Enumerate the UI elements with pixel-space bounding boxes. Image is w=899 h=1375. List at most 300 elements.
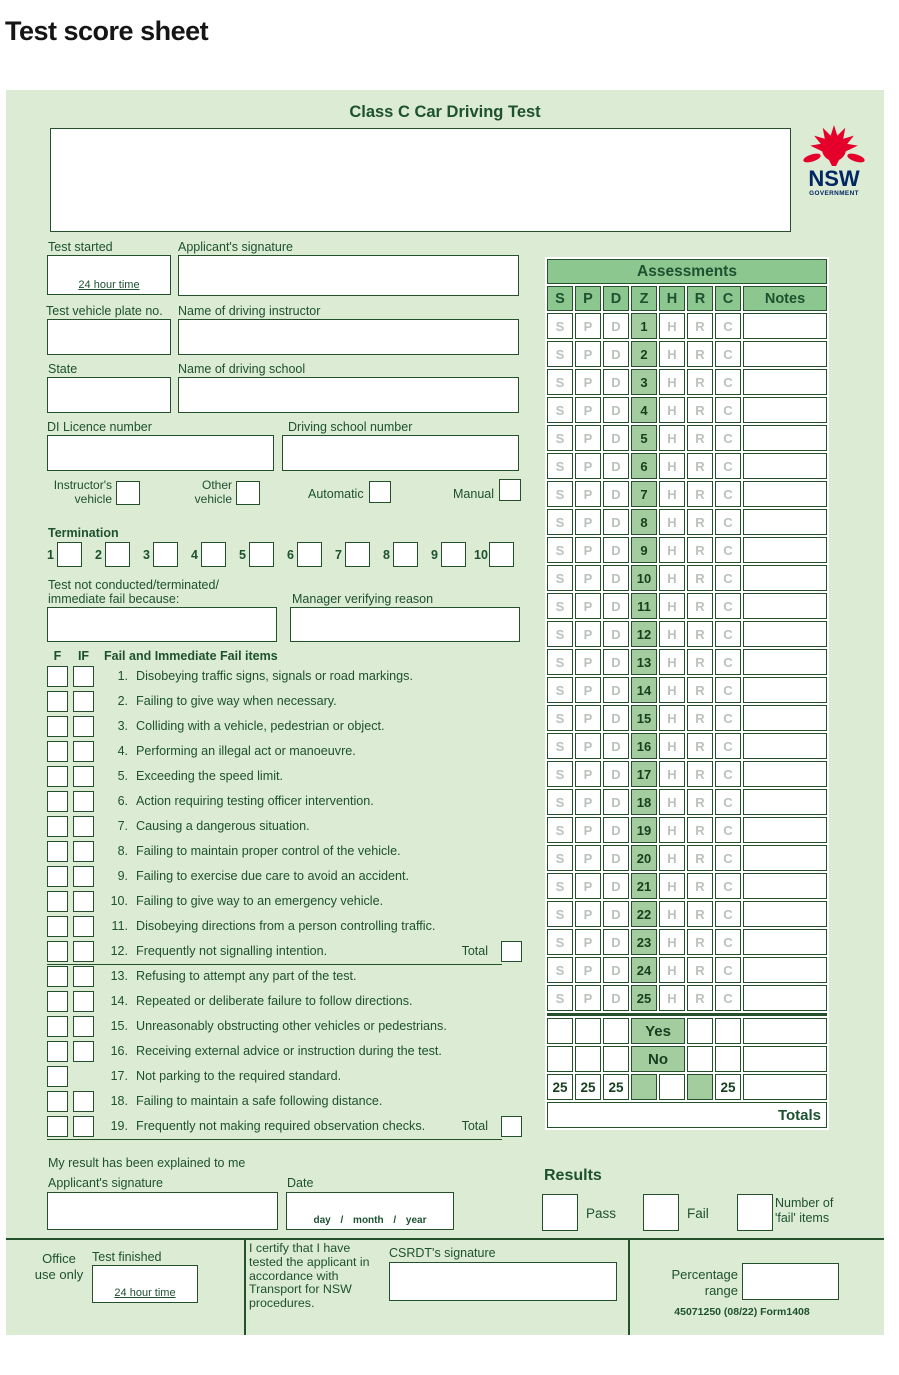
assessment-row-20 xyxy=(547,845,827,871)
fail-checkbox[interactable] xyxy=(47,841,68,862)
csrdt-signature-input[interactable] xyxy=(389,1262,617,1301)
cell-c-19[interactable]: C xyxy=(715,817,741,843)
notes-cell-2[interactable] xyxy=(743,341,827,367)
cell-h-24[interactable]: H xyxy=(659,957,685,983)
cell-c-18[interactable]: C xyxy=(715,789,741,815)
cell-s-24[interactable]: S xyxy=(547,957,573,983)
notes-cell-1[interactable] xyxy=(743,313,827,339)
column-header-p: P xyxy=(575,286,601,311)
notes-cell-24[interactable] xyxy=(743,957,827,983)
fail-item-row xyxy=(47,891,522,916)
cell-h-1[interactable]: H xyxy=(659,313,685,339)
cell-r-11[interactable]: R xyxy=(687,593,713,619)
fail-item-row xyxy=(47,816,522,841)
immediate-fail-checkbox[interactable] xyxy=(73,866,94,887)
applicant-details-box[interactable] xyxy=(50,128,791,232)
row-number-5: 5 xyxy=(631,425,657,451)
notes-cell-13[interactable] xyxy=(743,649,827,675)
cell-c-5[interactable]: C xyxy=(715,425,741,451)
cell-s-15[interactable]: S xyxy=(547,705,573,731)
termination-checkbox-9[interactable] xyxy=(441,542,466,567)
assessment-row-6 xyxy=(547,453,827,479)
fail-checkbox[interactable] xyxy=(47,1116,68,1137)
automatic-checkbox[interactable] xyxy=(369,481,391,503)
cell-s-6[interactable]: S xyxy=(547,453,573,479)
empty-cell xyxy=(687,1018,713,1044)
cell-s-2[interactable]: S xyxy=(547,341,573,367)
empty-cell xyxy=(603,1018,629,1044)
immediate-fail-checkbox[interactable] xyxy=(73,666,94,687)
cell-d-13[interactable]: D xyxy=(603,649,629,675)
immediate-fail-checkbox[interactable] xyxy=(73,891,94,912)
cell-p-9[interactable]: P xyxy=(575,537,601,563)
cell-p-15[interactable]: P xyxy=(575,705,601,731)
notes-cell-20[interactable] xyxy=(743,845,827,871)
cell-d-19[interactable]: D xyxy=(603,817,629,843)
immediate-fail-checkbox[interactable] xyxy=(73,1041,94,1062)
cell-s-19[interactable]: S xyxy=(547,817,573,843)
assessment-row-10 xyxy=(547,565,827,591)
fail-item-number: 18. xyxy=(110,1094,128,1108)
immediate-fail-checkbox[interactable] xyxy=(73,741,94,762)
termination-checkbox-6[interactable] xyxy=(297,542,322,567)
fail-item-row xyxy=(47,766,522,791)
cell-d-22[interactable]: D xyxy=(603,901,629,927)
column-header-r: R xyxy=(687,286,713,311)
cell-h-13[interactable]: H xyxy=(659,649,685,675)
applicant-signature2-input[interactable] xyxy=(47,1192,278,1230)
cell-r-19[interactable]: R xyxy=(687,817,713,843)
section-underline xyxy=(47,964,502,965)
cell-p-11[interactable]: P xyxy=(575,593,601,619)
cell-c-22[interactable]: C xyxy=(715,901,741,927)
assessment-row-13 xyxy=(547,649,827,675)
fail-item-number: 12. xyxy=(110,944,128,958)
cell-s-4[interactable]: S xyxy=(547,397,573,423)
fail-checkbox[interactable] xyxy=(47,966,68,987)
cell-h-7[interactable]: H xyxy=(659,481,685,507)
cell-d-8[interactable]: D xyxy=(603,509,629,535)
fail-checkbox[interactable] xyxy=(47,1041,68,1062)
cell-p-17[interactable]: P xyxy=(575,761,601,787)
cell-h-5[interactable]: H xyxy=(659,425,685,451)
cell-c-23[interactable]: C xyxy=(715,929,741,955)
totals-row[interactable]: Totals xyxy=(547,1102,827,1128)
row-number-20: 20 xyxy=(631,845,657,871)
cell-r-23[interactable]: R xyxy=(687,929,713,955)
cell-p-19[interactable]: P xyxy=(575,817,601,843)
cell-h-15[interactable]: H xyxy=(659,705,685,731)
test-finished-input[interactable] xyxy=(92,1265,198,1303)
cell-d-1[interactable]: D xyxy=(603,313,629,339)
cell-r-7[interactable]: R xyxy=(687,481,713,507)
immediate-fail-checkbox[interactable] xyxy=(73,791,94,812)
cell-d-12[interactable]: D xyxy=(603,621,629,647)
count-notes-cell[interactable] xyxy=(743,1074,827,1100)
cell-p-10[interactable]: P xyxy=(575,565,601,591)
notes-cell-14[interactable] xyxy=(743,677,827,703)
notes-cell-7[interactable] xyxy=(743,481,827,507)
assessment-row-14 xyxy=(547,677,827,703)
cell-h-20[interactable]: H xyxy=(659,845,685,871)
fail-item-number: 3. xyxy=(117,719,128,733)
termination-checkboxes xyxy=(42,542,522,567)
driving-school-number-input[interactable] xyxy=(282,435,519,471)
assessment-row-21 xyxy=(547,873,827,899)
assessment-row-8 xyxy=(547,509,827,535)
fail-item-number: 1. xyxy=(117,669,128,683)
cell-d-9[interactable]: D xyxy=(603,537,629,563)
cell-p-13[interactable]: P xyxy=(575,649,601,675)
assessment-row-22 xyxy=(547,901,827,927)
row-number-11: 11 xyxy=(631,593,657,619)
termination-checkbox-3[interactable] xyxy=(153,542,178,567)
cell-r-4[interactable]: R xyxy=(687,397,713,423)
fail-checkbox[interactable] xyxy=(47,716,68,737)
cell-p-23[interactable]: P xyxy=(575,929,601,955)
cell-h-9[interactable]: H xyxy=(659,537,685,563)
notes-cell-5[interactable] xyxy=(743,425,827,451)
termination-checkbox-5[interactable] xyxy=(249,542,274,567)
immediate-fail-checkbox[interactable] xyxy=(73,916,94,937)
cell-s-21[interactable]: S xyxy=(547,873,573,899)
termination-checkbox-1[interactable] xyxy=(57,542,82,567)
cell-c-20[interactable]: C xyxy=(715,845,741,871)
termination-checkbox-10[interactable] xyxy=(489,542,514,567)
cell-r-12[interactable]: R xyxy=(687,621,713,647)
fail-checkbox[interactable] xyxy=(47,891,68,912)
cell-s-22[interactable]: S xyxy=(547,901,573,927)
cell-c-25[interactable]: C xyxy=(715,985,741,1011)
cell-h-12[interactable]: H xyxy=(659,621,685,647)
cell-s-16[interactable]: S xyxy=(547,733,573,759)
cell-p-7[interactable]: P xyxy=(575,481,601,507)
percentage-range-input[interactable] xyxy=(742,1263,839,1300)
number-of-fail-items-input[interactable] xyxy=(737,1194,773,1231)
cell-r-14[interactable]: R xyxy=(687,677,713,703)
cell-c-4[interactable]: C xyxy=(715,397,741,423)
termination-checkbox-7[interactable] xyxy=(345,542,370,567)
cell-p-24[interactable]: P xyxy=(575,957,601,983)
fail-checkbox[interactable] xyxy=(47,691,68,712)
cell-r-8[interactable]: R xyxy=(687,509,713,535)
cell-h-8[interactable]: H xyxy=(659,509,685,535)
immediate-fail-checkbox[interactable] xyxy=(73,766,94,787)
immediate-fail-checkbox[interactable] xyxy=(73,816,94,837)
test-vehicle-plate-input[interactable] xyxy=(47,319,171,355)
cell-d-23[interactable]: D xyxy=(603,929,629,955)
cell-s-20[interactable]: S xyxy=(547,845,573,871)
notes-cell-10[interactable] xyxy=(743,565,827,591)
cell-s-7[interactable]: S xyxy=(547,481,573,507)
cell-s-5[interactable]: S xyxy=(547,425,573,451)
cell-s-18[interactable]: S xyxy=(547,789,573,815)
cell-h-18[interactable]: H xyxy=(659,789,685,815)
assessment-row-17 xyxy=(547,761,827,787)
cell-c-1[interactable]: C xyxy=(715,313,741,339)
cell-h-14[interactable]: H xyxy=(659,677,685,703)
notes-cell-23[interactable] xyxy=(743,929,827,955)
driving-instructor-input[interactable] xyxy=(178,319,519,355)
state-label: State xyxy=(48,362,78,376)
cell-p-18[interactable]: P xyxy=(575,789,601,815)
cell-d-25[interactable]: D xyxy=(603,985,629,1011)
count-z-cell[interactable] xyxy=(631,1074,657,1100)
di-licence-input[interactable] xyxy=(47,435,274,471)
cell-c-13[interactable]: C xyxy=(715,649,741,675)
fail-checkbox[interactable] xyxy=(47,991,68,1012)
fail-checkbox[interactable] xyxy=(47,816,68,837)
row-number-2: 2 xyxy=(631,341,657,367)
notes-cell-12[interactable] xyxy=(743,621,827,647)
assessment-row-18 xyxy=(547,789,827,815)
cell-s-8[interactable]: S xyxy=(547,509,573,535)
row-number-1: 1 xyxy=(631,313,657,339)
cell-s-1[interactable]: S xyxy=(547,313,573,339)
cell-d-15[interactable]: D xyxy=(603,705,629,731)
state-input[interactable] xyxy=(47,377,171,413)
total-input[interactable] xyxy=(501,1116,522,1137)
fail-item-number: 19. xyxy=(110,1119,128,1133)
cell-c-17[interactable]: C xyxy=(715,761,741,787)
not-conducted-label-line1: Test not conducted/terminated/ xyxy=(48,578,219,592)
count-r-cell[interactable] xyxy=(687,1074,713,1100)
fail-item-row xyxy=(47,866,522,891)
yes-cell[interactable]: Yes xyxy=(631,1018,685,1044)
cell-r-25[interactable]: R xyxy=(687,985,713,1011)
cell-c-2[interactable]: C xyxy=(715,341,741,367)
cell-r-15[interactable]: R xyxy=(687,705,713,731)
notes-cell-15[interactable] xyxy=(743,705,827,731)
immediate-fail-checkbox[interactable] xyxy=(73,1016,94,1037)
immediate-fail-checkbox[interactable] xyxy=(73,966,94,987)
cell-d-4[interactable]: D xyxy=(603,397,629,423)
cell-h-6[interactable]: H xyxy=(659,453,685,479)
cell-p-12[interactable]: P xyxy=(575,621,601,647)
applicant-signature-input[interactable] xyxy=(178,255,519,296)
total-input[interactable] xyxy=(501,941,522,962)
cell-r-18[interactable]: R xyxy=(687,789,713,815)
results-heading: Results xyxy=(544,1167,602,1184)
cell-s-13[interactable]: S xyxy=(547,649,573,675)
notes-cell-22[interactable] xyxy=(743,901,827,927)
cell-d-3[interactable]: D xyxy=(603,369,629,395)
fail-checkbox[interactable] xyxy=(47,916,68,937)
cell-d-16[interactable]: D xyxy=(603,733,629,759)
row-number-24: 24 xyxy=(631,957,657,983)
immediate-fail-checkbox[interactable] xyxy=(73,841,94,862)
no-cell[interactable]: No xyxy=(631,1046,685,1072)
cell-d-20[interactable]: D xyxy=(603,845,629,871)
cell-h-23[interactable]: H xyxy=(659,929,685,955)
cell-r-13[interactable]: R xyxy=(687,649,713,675)
cell-r-22[interactable]: R xyxy=(687,901,713,927)
immediate-fail-checkbox[interactable] xyxy=(73,1116,94,1137)
cell-d-17[interactable]: D xyxy=(603,761,629,787)
cell-r-5[interactable]: R xyxy=(687,425,713,451)
cell-c-14[interactable]: C xyxy=(715,677,741,703)
other-vehicle-checkbox[interactable] xyxy=(236,481,260,505)
fail-items-heading: Fail and Immediate Fail items xyxy=(104,649,278,663)
termination-checkbox-4[interactable] xyxy=(201,542,226,567)
notes-cell-4[interactable] xyxy=(743,397,827,423)
certify-statement: I certify that I have tested the applicant in accordance with Transport for NSW procedures. xyxy=(249,1241,370,1311)
cell-h-25[interactable]: H xyxy=(659,985,685,1011)
pass-checkbox[interactable] xyxy=(542,1194,578,1231)
fail-checkbox[interactable] xyxy=(47,1016,68,1037)
fail-checkbox[interactable] xyxy=(643,1194,679,1231)
cell-s-11[interactable]: S xyxy=(547,593,573,619)
cell-h-2[interactable]: H xyxy=(659,341,685,367)
cell-r-9[interactable]: R xyxy=(687,537,713,563)
cell-c-15[interactable]: C xyxy=(715,705,741,731)
cell-p-2[interactable]: P xyxy=(575,341,601,367)
cell-d-10[interactable]: D xyxy=(603,565,629,591)
cell-c-9[interactable]: C xyxy=(715,537,741,563)
cell-p-5[interactable]: P xyxy=(575,425,601,451)
fail-checkbox[interactable] xyxy=(47,1066,68,1087)
total-label: Total xyxy=(461,1119,488,1133)
notes-cell-16[interactable] xyxy=(743,733,827,759)
cell-h-17[interactable]: H xyxy=(659,761,685,787)
date-input[interactable] xyxy=(286,1192,454,1230)
cell-s-25[interactable]: S xyxy=(547,985,573,1011)
fail-checkbox[interactable] xyxy=(47,941,68,962)
cell-h-21[interactable]: H xyxy=(659,873,685,899)
termination-checkbox-2[interactable] xyxy=(105,542,130,567)
fail-item-text: Frequently not signalling intention. xyxy=(136,944,328,958)
cell-d-11[interactable]: D xyxy=(603,593,629,619)
cell-d-7[interactable]: D xyxy=(603,481,629,507)
cell-r-17[interactable]: R xyxy=(687,761,713,787)
notes-cell-3[interactable] xyxy=(743,369,827,395)
cell-r-10[interactable]: R xyxy=(687,565,713,591)
notes-cell-11[interactable] xyxy=(743,593,827,619)
assessment-row-24 xyxy=(547,957,827,983)
cell-s-12[interactable]: S xyxy=(547,621,573,647)
cell-p-20[interactable]: P xyxy=(575,845,601,871)
cell-c-21[interactable]: C xyxy=(715,873,741,899)
cell-d-18[interactable]: D xyxy=(603,789,629,815)
cell-s-3[interactable]: S xyxy=(547,369,573,395)
empty-cell xyxy=(547,1046,573,1072)
cell-d-14[interactable]: D xyxy=(603,677,629,703)
cell-h-22[interactable]: H xyxy=(659,901,685,927)
not-conducted-reason-input[interactable] xyxy=(47,607,277,642)
cell-r-20[interactable]: R xyxy=(687,845,713,871)
cell-p-6[interactable]: P xyxy=(575,453,601,479)
cell-d-24[interactable]: D xyxy=(603,957,629,983)
fail-checkbox[interactable] xyxy=(47,741,68,762)
test-started-input[interactable] xyxy=(47,255,171,295)
notes-cell-9[interactable] xyxy=(743,537,827,563)
cell-p-21[interactable]: P xyxy=(575,873,601,899)
cell-c-24[interactable]: C xyxy=(715,957,741,983)
cell-p-8[interactable]: P xyxy=(575,509,601,535)
cell-c-3[interactable]: C xyxy=(715,369,741,395)
fail-checkbox[interactable] xyxy=(47,666,68,687)
cell-p-14[interactable]: P xyxy=(575,677,601,703)
manager-verifying-label: Manager verifying reason xyxy=(292,592,434,606)
cell-c-11[interactable]: C xyxy=(715,593,741,619)
manager-verifying-input[interactable] xyxy=(290,607,520,642)
cell-s-17[interactable]: S xyxy=(547,761,573,787)
fail-checkbox[interactable] xyxy=(47,866,68,887)
cell-h-19[interactable]: H xyxy=(659,817,685,843)
notes-cell-17[interactable] xyxy=(743,761,827,787)
cell-h-10[interactable]: H xyxy=(659,565,685,591)
cell-d-21[interactable]: D xyxy=(603,873,629,899)
immediate-fail-checkbox[interactable] xyxy=(73,991,94,1012)
total-label: Total xyxy=(461,944,488,958)
cell-p-16[interactable]: P xyxy=(575,733,601,759)
cell-c-10[interactable]: C xyxy=(715,565,741,591)
cell-p-3[interactable]: P xyxy=(575,369,601,395)
fail-checkbox[interactable] xyxy=(47,766,68,787)
driving-school-input[interactable] xyxy=(178,377,519,413)
cell-r-21[interactable]: R xyxy=(687,873,713,899)
cell-h-3[interactable]: H xyxy=(659,369,685,395)
notes-cell-8[interactable] xyxy=(743,509,827,535)
cell-s-10[interactable]: S xyxy=(547,565,573,591)
cell-c-8[interactable]: C xyxy=(715,509,741,535)
assessment-row-16 xyxy=(547,733,827,759)
notes-cell-25[interactable] xyxy=(743,985,827,1011)
cell-r-2[interactable]: R xyxy=(687,341,713,367)
notes-cell-19[interactable] xyxy=(743,817,827,843)
cell-p-1[interactable]: P xyxy=(575,313,601,339)
immediate-fail-checkbox[interactable] xyxy=(73,941,94,962)
cell-r-16[interactable]: R xyxy=(687,733,713,759)
notes-cell-21[interactable] xyxy=(743,873,827,899)
logo-government-text: GOVERNMENT xyxy=(809,190,859,197)
cell-c-16[interactable]: C xyxy=(715,733,741,759)
cell-c-12[interactable]: C xyxy=(715,621,741,647)
cell-d-5[interactable]: D xyxy=(603,425,629,451)
cell-s-14[interactable]: S xyxy=(547,677,573,703)
cell-p-25[interactable]: P xyxy=(575,985,601,1011)
cell-r-6[interactable]: R xyxy=(687,453,713,479)
immediate-fail-checkbox[interactable] xyxy=(73,691,94,712)
cell-r-24[interactable]: R xyxy=(687,957,713,983)
cell-h-4[interactable]: H xyxy=(659,397,685,423)
cell-h-11[interactable]: H xyxy=(659,593,685,619)
manual-checkbox[interactable] xyxy=(499,479,521,501)
table-thick-divider xyxy=(547,1013,827,1016)
immediate-fail-checkbox[interactable] xyxy=(73,1091,94,1112)
cell-r-1[interactable]: R xyxy=(687,313,713,339)
count-h-cell[interactable] xyxy=(659,1074,685,1100)
cell-c-7[interactable]: C xyxy=(715,481,741,507)
cell-d-2[interactable]: D xyxy=(603,341,629,367)
cell-s-9[interactable]: S xyxy=(547,537,573,563)
cell-p-22[interactable]: P xyxy=(575,901,601,927)
fail-item-row xyxy=(47,666,522,691)
cell-c-6[interactable]: C xyxy=(715,453,741,479)
notes-cell-18[interactable] xyxy=(743,789,827,815)
immediate-fail-checkbox[interactable] xyxy=(73,716,94,737)
instructors-vehicle-checkbox[interactable] xyxy=(116,481,140,505)
notes-cell-6[interactable] xyxy=(743,453,827,479)
cell-p-4[interactable]: P xyxy=(575,397,601,423)
fail-checkbox[interactable] xyxy=(47,1091,68,1112)
fail-checkbox[interactable] xyxy=(47,791,68,812)
cell-h-16[interactable]: H xyxy=(659,733,685,759)
cell-r-3[interactable]: R xyxy=(687,369,713,395)
cell-s-23[interactable]: S xyxy=(547,929,573,955)
cell-d-6[interactable]: D xyxy=(603,453,629,479)
termination-checkbox-8[interactable] xyxy=(393,542,418,567)
